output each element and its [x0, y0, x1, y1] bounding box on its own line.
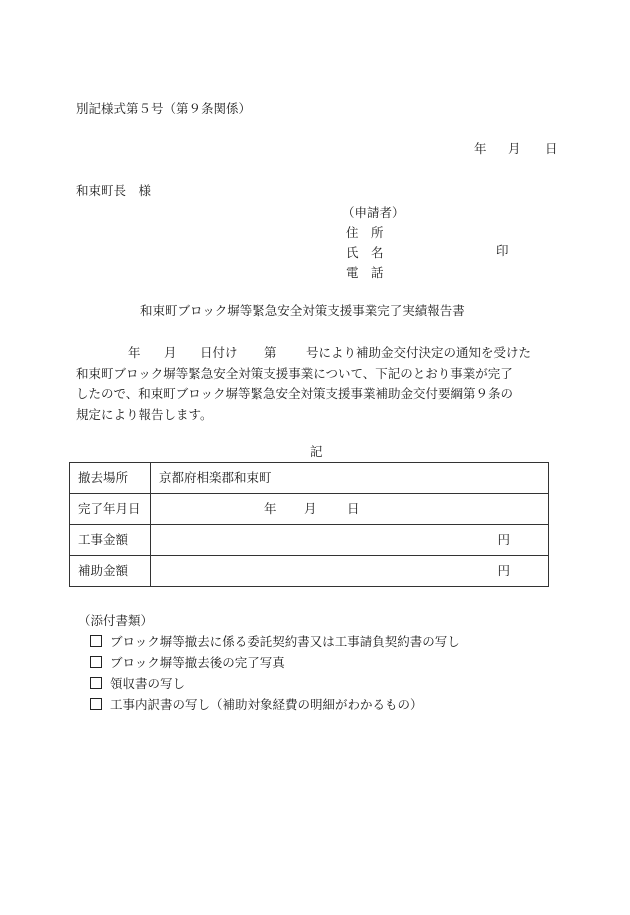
- checkbox-icon[interactable]: [90, 677, 102, 689]
- body-line-2: 和束町ブロック塀等緊急安全対策支援事業について、下記のとおり事業が完了: [76, 365, 513, 381]
- completion-year: 年: [264, 501, 277, 516]
- table-row: [70, 494, 549, 525]
- table-row: [70, 525, 549, 556]
- body-line1-rest: 号により補助金交付決定の通知を受けた: [306, 345, 532, 360]
- cost-unit: 円: [151, 525, 549, 556]
- attachments-list: [90, 631, 460, 715]
- completion-label: 完了年月日: [70, 494, 151, 525]
- date-day: 日: [545, 141, 558, 156]
- body-month: 月: [164, 345, 177, 360]
- phone-label: 電 話: [346, 265, 384, 280]
- completion-day: 日: [347, 501, 360, 516]
- body-year: 年: [128, 345, 141, 360]
- checkbox-icon[interactable]: [90, 698, 102, 710]
- checkbox-icon[interactable]: [90, 635, 102, 647]
- location-value: 京都府相楽郡和束町: [151, 463, 549, 494]
- body-line-3: したので、和束町ブロック塀等緊急安全対策支援事業補助金交付要綱第９条の: [76, 386, 514, 401]
- report-table: [69, 462, 549, 587]
- attachment-label: 領収書の写し: [110, 676, 186, 691]
- body-number-prefix: 第: [264, 345, 277, 360]
- completion-month: 月: [304, 501, 317, 516]
- cost-label: 工事金額: [70, 525, 151, 556]
- address-label: 住 所: [346, 225, 384, 240]
- table-row: [70, 556, 549, 587]
- body-line-4: 規定により報告します。: [76, 406, 213, 422]
- list-item: [90, 673, 460, 694]
- attachment-label: ブロック塀等撤去後の完了写真: [110, 655, 285, 670]
- report-date: [474, 141, 558, 157]
- addressee: 和束町長 様: [76, 183, 152, 198]
- form-number: 別記様式第５号（第９条関係）: [76, 101, 252, 116]
- seal-mark: 印: [496, 243, 509, 258]
- completion-date: [151, 494, 549, 525]
- subsidy-label: 補助金額: [70, 556, 151, 587]
- name-label: 氏 名: [346, 245, 384, 260]
- applicant-block: [342, 203, 405, 283]
- body-date-suffix: 日付け: [200, 345, 238, 360]
- list-item: [90, 694, 460, 715]
- document-title: 和束町ブロック塀等緊急安全対策支援事業完了実績報告書: [140, 303, 465, 318]
- attachment-label: ブロック塀等撤去に係る委託契約書又は工事請負契約書の写し: [110, 634, 460, 649]
- ki-heading: 記: [310, 444, 323, 459]
- checkbox-icon[interactable]: [90, 656, 102, 668]
- subsidy-unit: 円: [151, 556, 549, 587]
- applicant-heading: （申請者）: [342, 205, 405, 220]
- list-item: [90, 631, 460, 652]
- location-label: 撤去場所: [70, 463, 151, 494]
- attachments-heading: （添付書類）: [78, 613, 154, 628]
- date-month: 月: [508, 141, 521, 156]
- table-row: [70, 463, 549, 494]
- list-item: [90, 652, 460, 673]
- report-body: [76, 343, 560, 425]
- date-year: 年: [474, 141, 487, 156]
- attachment-label: 工事内訳書の写し（補助対象経費の明細がわかるもの）: [110, 697, 423, 712]
